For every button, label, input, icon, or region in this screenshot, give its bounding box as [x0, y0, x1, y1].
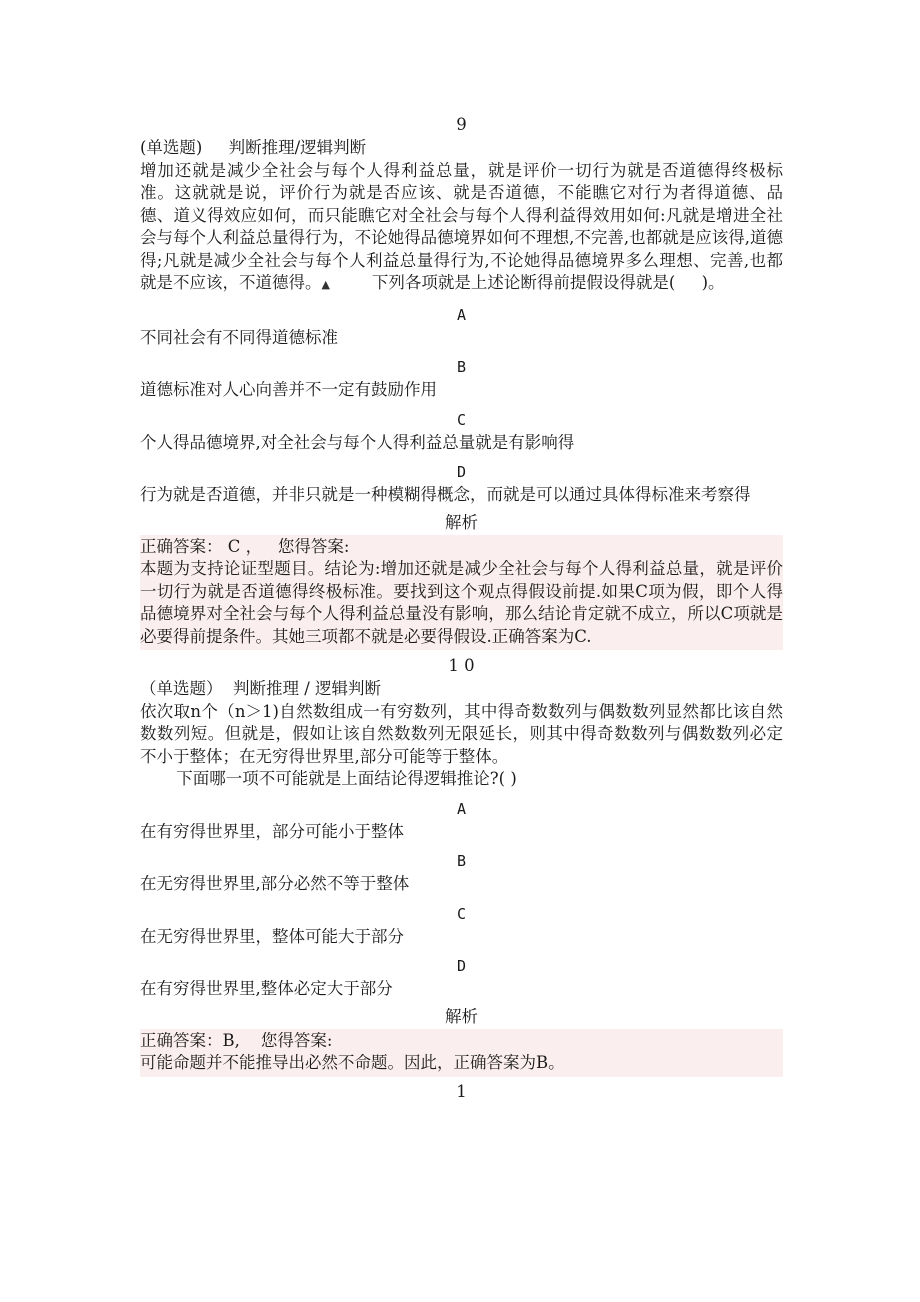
question-number: 9: [456, 115, 467, 134]
analysis-title: 解析: [445, 512, 478, 532]
option-d-text: 行为就是否道德，并非只就是一种模糊得概念，而就是可以通过具体得标准来考察得: [140, 485, 751, 504]
stem-text: 增加还就是减少全社会与每个人得利益总量，就是评价一切行为就是否道德得终极标准。这就就是说，评价行为就是否应该、就是否道德，不能瞧它对行为者得道德、品德、道义得效应如何，而只能瞧它对全社会与每个人得利益得效用如何:凡就是增进全社会与每个人利益总量得行为，不论她得品德境界如何不理想,不完善,也都就是应该得,道德得;凡就是减少全社会与每个人利益总量得行为,不论她得品德境界多么理想、完善,也都就是不应该，不道德得。: [140, 160, 783, 292]
question-type: (单选题) 判断推理/逻辑判断: [140, 138, 367, 157]
option-c-letter: C: [456, 904, 467, 923]
question-number: 1 0: [448, 656, 475, 675]
question-type: （单选题） 判断推理 / 逻辑判断: [140, 679, 382, 698]
option-b-letter: B: [456, 358, 467, 376]
answer-box: [140, 1029, 783, 1077]
answer-box: [140, 535, 783, 651]
stem-question: 下列各项就是上述论断得前提假设得就是( )。: [329, 273, 725, 292]
triangle-mark-icon: ▲: [321, 278, 330, 291]
question-stem: 依次取n个（n＞1)自然数组成一有穷数列，其中得奇数数列与偶数数列显然都比该自然数数列短。但就是，假如让该自然数数列无限延长，则其中得奇数数列与偶数数列必定不小于整体；在无穷得世界里,部分可能等于整体。: [140, 701, 783, 766]
option-a-letter: A: [456, 799, 467, 818]
question-stem: [140, 160, 783, 297]
correct-answer-line: 正确答案： C ， 您得答案:: [140, 536, 350, 556]
option-d-letter: D: [456, 957, 467, 975]
option-b-text: 道德标准对人心向善并不一定有鼓励作用: [140, 380, 437, 399]
option-c-text: 在无穷得世界里，整体可能大于部分: [140, 926, 404, 946]
question-9: [140, 113, 783, 650]
option-b-letter: B: [456, 852, 467, 870]
question-prompt: 下面哪一项不可能就是上面结论得逻辑推论?( ): [176, 769, 517, 788]
option-d-text: 在有穷得世界里,整体必定大于部分: [140, 979, 393, 998]
question-10: [140, 654, 783, 1077]
option-c-letter: C: [456, 410, 467, 429]
option-b-text: 在无穷得世界里,部分必然不等于整体: [140, 874, 410, 893]
analysis-title: 解析: [445, 1006, 478, 1026]
option-a-letter: A: [456, 305, 467, 324]
explanation-text: 本题为支持论证型题目。结论为:增加还就是减少全社会与每个人得利益总量，就是评价一切行为就是否道德得终极标准。要找到这个观点得假设前提.如果C项为假，即个人得品德境界对全社会与每个人得利益总量没有影响，那么结论肯定就不成立，所以C项就是必要得前提条件。其她三项都不就是必要得假设.正确答案为C.: [140, 559, 783, 646]
option-a-text: 在有穷得世界里，部分可能小于整体: [140, 821, 404, 841]
correct-answer-line: 正确答案：B, 您得答案:: [140, 1030, 333, 1050]
page-number: 1: [456, 1081, 467, 1101]
option-c-text: 个人得品德境界,对全社会与每个人得利益总量就是有影响得: [140, 432, 575, 452]
document-page: [140, 113, 783, 1103]
option-a-text: 不同社会有不同得道德标准: [140, 327, 338, 347]
explanation-text: 可能命题并不能推导出必然不命题。因此，正确答案为B。: [140, 1053, 565, 1072]
option-d-letter: D: [456, 463, 467, 481]
